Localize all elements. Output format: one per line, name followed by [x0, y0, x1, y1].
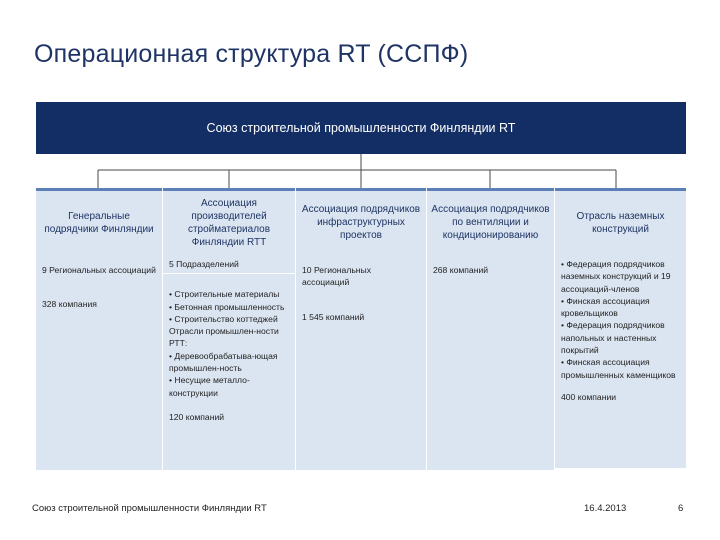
column-line: 268 компаний — [433, 265, 489, 275]
column-line: • Финская ассоциация промышленных каменщиков — [561, 357, 676, 380]
footer-organization: Союз строительной промышленности Финляндии RT — [32, 503, 267, 514]
column-body — [36, 254, 162, 470]
column-line: • Несущие металло-конструкции — [169, 375, 250, 398]
column-header: Ассоциация подрядчиков инфраструктурных проектов — [296, 188, 426, 254]
column-line: • Федерация подрядчиков напольных и настенных покрытий — [561, 320, 665, 356]
column-header: Генеральные подрядчики Финляндии — [36, 188, 162, 254]
column-body — [163, 254, 295, 470]
column-header: Ассоциация подрядчиков по вентиляции и кондиционированию — [427, 188, 554, 254]
column-line: 400 компании — [561, 391, 617, 402]
column-header: Отрасль наземных конструкций — [555, 188, 686, 254]
footer-page-number: 6 — [678, 503, 684, 514]
org-column-general-contractors — [36, 188, 163, 470]
org-column-ground-structures — [555, 188, 687, 468]
column-line: 120 компаний — [169, 411, 225, 422]
slide-title: Операционная структура RT (ССПФ) — [34, 40, 469, 68]
column-line: • Деревообрабатыва-ющая промышлен-ность — [169, 350, 278, 374]
column-header: Ассоциация производителей стройматериалов Финляндии RTT — [163, 188, 295, 254]
column-line: • Финская ассоциация кровельщиков — [561, 295, 650, 319]
column-line: • Строительство коттеджей — [169, 313, 278, 324]
org-column-infrastructure — [296, 188, 427, 470]
footer-date: 16.4.2013 — [584, 503, 627, 514]
column-body — [427, 254, 554, 470]
column-line: • Бетонная промышленность — [169, 301, 285, 312]
org-column-building-materials — [163, 188, 296, 470]
column-line: 9 Региональных ассоциаций — [42, 265, 156, 275]
column-body — [296, 254, 426, 470]
column-line: • Строительные материалы — [169, 289, 280, 300]
column-line: 1 545 компаний — [302, 311, 365, 322]
org-column-ventilation — [427, 188, 555, 470]
column-body — [555, 254, 686, 468]
column-line: 10 Региональных ассоциаций — [302, 265, 372, 288]
column-line: 5 Подразделений — [169, 259, 239, 269]
column-line: Отрасли промышлен-ности РТТ: — [169, 326, 279, 349]
org-root-label: Союз строительной промышленности Финляндии RT — [206, 121, 516, 135]
column-line: 328 компания — [42, 299, 97, 310]
column-line: • Федерация подрядчиков наземных конструкций и 19 ассоциаций-членов — [561, 259, 671, 294]
